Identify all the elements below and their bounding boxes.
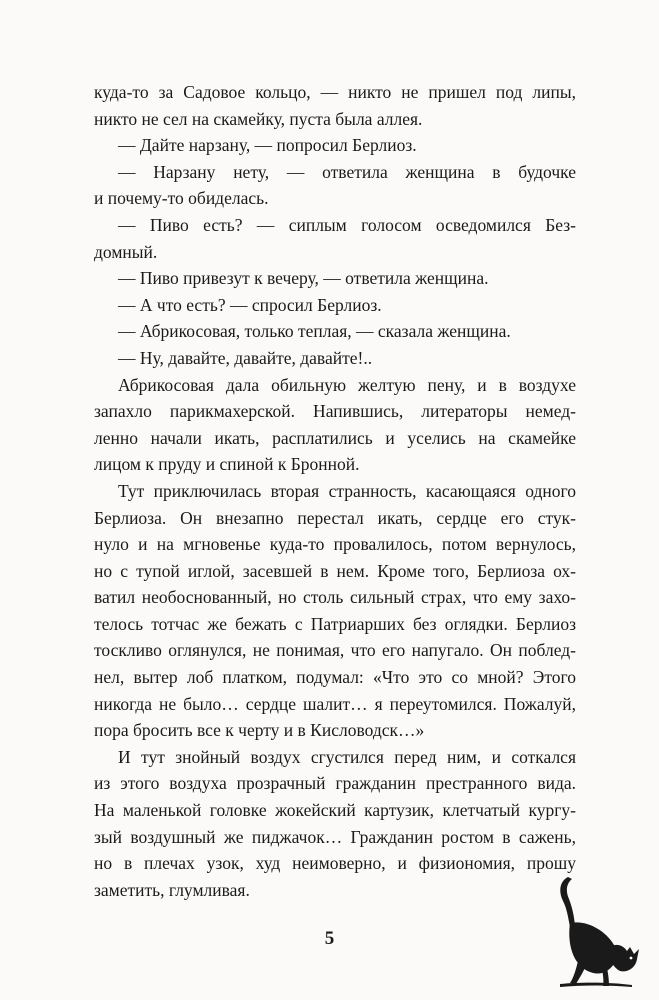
text-line: — Дайте нарзану, — попросил Берлиоз.: [118, 135, 417, 156]
text-line: — А что есть? — спросил Берлиоз.: [118, 294, 382, 315]
text-line: — Абрикосовая, только теплая, — сказала женщина.: [118, 321, 511, 342]
text-line: и почему-то обиделась.: [94, 188, 269, 209]
text-line: нел, вытер лоб платком, подумал: «Что это со мной? Этого: [94, 667, 576, 688]
text-line: На маленькой головке жокейский картузик, клетчатый кургу-: [94, 800, 576, 821]
text-line: но с тупой иглой, засевшей в нем. Кроме того, Берлиоза ох-: [94, 560, 576, 581]
text-line: Берлиоза. Он внезапно перестал икать, сердце его стук-: [94, 507, 576, 528]
text-line: куда-то за Садовое кольцо, — никто не пришел под липы,: [94, 82, 576, 102]
text-line: пора бросить все к черту и в Кисловодск…»: [94, 720, 425, 741]
text-line: ватил необоснованный, но столь сильный страх, что ему захо-: [94, 587, 576, 608]
text-line: — Ну, давайте, давайте, давайте!..: [118, 347, 373, 368]
text-line: никогда не было… сердце шалит… я переутомился. Пожалуй,: [94, 693, 576, 714]
text-line: заметить, глумливая.: [94, 879, 250, 900]
text-line: лицом к пруду и спиной к Бронной.: [94, 454, 360, 475]
text-line: домный.: [94, 241, 158, 262]
text-line: — Пиво привезут к вечеру, — ответила женщина.: [118, 268, 489, 289]
text-line: никто не сел на скамейку, пуста была аллея.: [94, 108, 423, 129]
text-line: — Пиво есть? — сиплым голосом осведомился Без-: [118, 214, 576, 235]
text-line: — Нарзану нету, — ответила женщина в будочке: [118, 161, 576, 182]
text-line: зый воздушный же пиджачок… Гражданин ростом в сажень,: [94, 826, 576, 847]
black-cat-icon: [546, 865, 641, 990]
page-number: 5: [324, 928, 335, 949]
text-line: Тут приключилась вторая странность, касающаяся одного: [118, 480, 576, 501]
text-line: нуло и на мгновенье куда-то провалилось, потом вернулось,: [94, 534, 576, 555]
page-body: [94, 79, 576, 903]
text-line: из этого воздуха прозрачный гражданин престранного вида.: [94, 773, 576, 794]
text-line: телось тотчас же бежать с Патриарших без оглядки. Берлиоз: [94, 613, 576, 634]
text-line: ленно начали икать, расплатились и уселись на скамейке: [94, 427, 576, 448]
text-line: тоскливо оглянулся, не понимая, что его напугало. Он поблед-: [94, 640, 576, 661]
text-line: Абрикосовая дала обильную желтую пену, и в воздухе: [118, 374, 576, 395]
text-line: но в плечах узок, худ неимоверно, и физиономия, прошу: [94, 853, 576, 874]
text-line: запахло парикмахерской. Напившись, литераторы немед-: [94, 401, 576, 422]
text-line: И тут знойный воздух сгустился перед ним, и соткался: [118, 746, 576, 767]
